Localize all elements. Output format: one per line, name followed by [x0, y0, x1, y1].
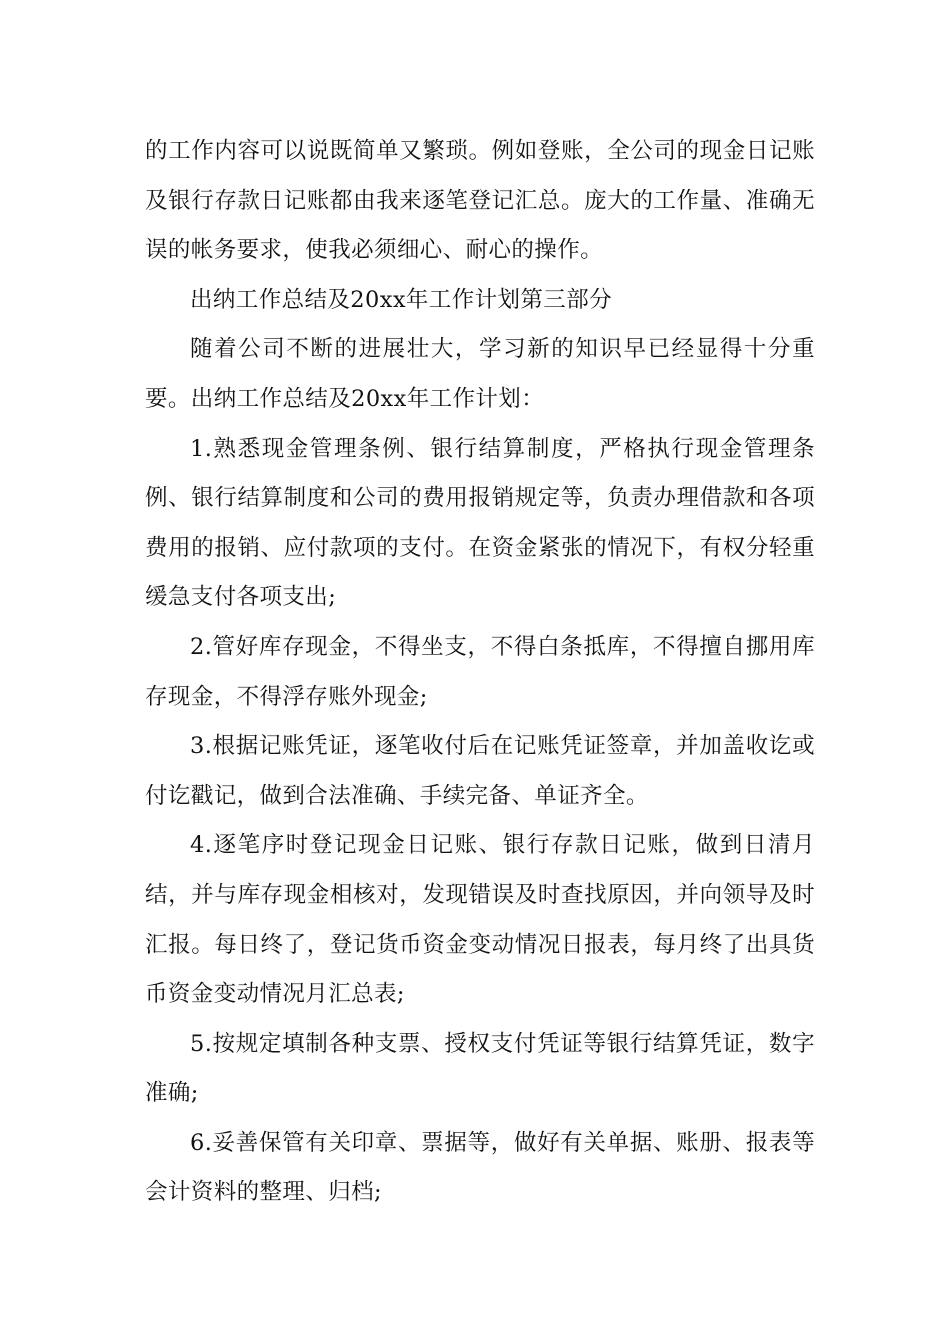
paragraph-intro: 随着公司不断的进展壮大，学习新的知识早已经显得十分重要。出纳工作总结及20xx年工作计划： [145, 336, 815, 412]
paragraph-continuation: 的工作内容可以说既简单又繁琐。例如登账，全公司的现金日记账及银行存款日记账都由我来逐笔登记汇总。庞大的工作量、准确无误的帐务要求，使我必须细心、耐心的操作。 [145, 138, 815, 264]
list-item-1: 1.熟悉现金管理条例、银行结算制度，严格执行现金管理条例、银行结算制度和公司的费用报销规定等，负责办理借款和各项费用的报销、应付款项的支付。在资金紧张的情况下，有权分轻重缓急支付各项支出; [145, 435, 815, 611]
section-heading: 出纳工作总结及20xx年工作计划第三部分 [190, 286, 613, 313]
list-item-3: 3.根据记账凭证，逐笔收付后在记账凭证签章，并加盖收讫或付讫戳记，做到合法准确、手续完备、单证齐全。 [145, 733, 815, 809]
list-item-4: 4.逐笔序时登记现金日记账、银行存款日记账，做到日清月结，并与库存现金相核对，发现错误及时查找原因，并向领导及时汇报。每日终了，登记货币资金变动情况日报表，每月终了出具货币资金变动情况月汇总表; [145, 832, 815, 1008]
list-item-6: 6.妥善保管有关印章、票据等，做好有关单据、账册、报表等会计资料的整理、归档; [145, 1129, 815, 1206]
list-item-2: 2.管好库存现金，不得坐支，不得白条抵库，不得擅自挪用库存现金，不得浮存账外现金; [145, 633, 815, 710]
document-body [145, 127, 815, 1218]
list-item-5: 5.按规定填制各种支票、授权支付凭证等银行结算凭证，数字准确; [145, 1030, 815, 1107]
